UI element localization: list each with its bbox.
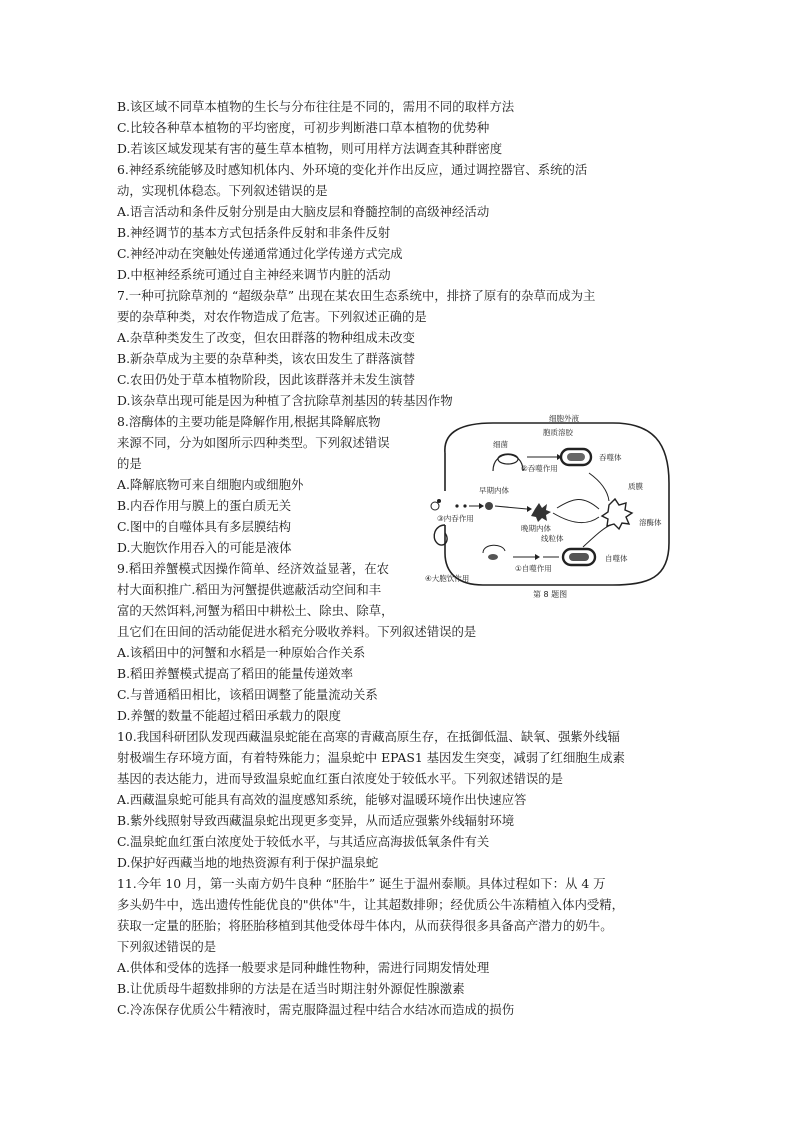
label-late-endosome: 晚期内体 [521,524,551,533]
text-line: D.中枢神经系统可通过自主神经来调节内脏的活动 [117,267,391,282]
label-macropinocytosis: ④大胞饮作用 [425,574,470,583]
text-line: A.该稻田中的河蟹和水稻是一种原始合作关系 [117,645,366,660]
text-line: 来源不同，分为如图所示四种类型。下列叙述错误 [117,435,390,450]
label-autophagosome: 自噬体 [605,554,628,563]
text-line: C.比较各种草本植物的平均密度，可初步判断港口草本植物的优势种 [117,120,490,135]
text-line: A.供体和受体的选择一般要求是同种雌性物种，需进行同期发情处理 [117,960,490,975]
text-line: 要的杂草种类，对农作物造成了危害。下列叙述正确的是 [117,309,427,324]
text-line: 多头奶牛中，选出遗传性能优良的"供体"牛，让其超数排卵；经优质公牛冻精植入体内受精， [117,897,625,912]
text-line: A.语言活动和条件反射分别是由大脑皮层和脊髓控制的高级神经活动 [117,204,490,219]
label-cytosol: 胞质溶胶 [543,428,573,437]
figure-caption: 第 8 题图 [533,590,568,599]
text-line: C.与普通稻田相比，该稻田调整了能量流动关系 [117,687,378,702]
text-line: B.紫外线照射导致西藏温泉蛇出现更多变异，从而适应强紫外线辐射环境 [117,813,515,828]
text-line: D.保护好西藏当地的地热资源有利于保护温泉蛇 [117,855,379,870]
text-line: 10.我国科研团队发现西藏温泉蛇能在高寒的青藏高原生存，在抵御低温、缺氧、强紫外线辐 [117,729,620,744]
text-line: B.神经调节的基本方式包括条件反射和非条件反射 [117,225,391,240]
text-line: D.养蟹的数量不能超过稻田承载力的限度 [117,708,342,723]
text-line: 获取一定量的胚胎；将胚胎移植到其他受体母牛体内，从而获得很多具备高产潜力的奶牛。 [117,918,613,933]
late-endosome-shape [531,503,551,522]
label-early-endosome: 早期内体 [479,486,509,495]
label-autophagy: ①自噬作用 [515,564,552,573]
label-mitochondria: 线粒体 [541,534,564,543]
text-line: B.稻田养蟹模式提高了稻田的能量传递效率 [117,666,354,681]
text-line: 的是 [117,456,142,471]
text-line: 下列叙述错误的是 [117,939,217,954]
text-line: 6.神经系统能够及时感知机体内、外环境的变化并作出反应，通过调控器官、系统的活 [117,162,588,177]
text-line: A.杂草种类发生了改变，但农田群落的物种组成未改变 [117,330,415,345]
text-line: C.温泉蛇血红蛋白浓度处于较低水平，与其适应高海拔低氧条件有关 [117,834,490,849]
text-line: B.新杂草成为主要的杂草种类，该农田发生了群落演替 [117,351,416,366]
text-line: C.冷冻保存优质公牛精液时，需克服降温过程中结合水结冰而造成的损伤 [117,1002,515,1017]
text-line: 9.稻田养蟹模式因操作简单、经济效益显著，在农 [117,561,390,576]
text-line: B.让优质母牛超数排卵的方法是在适当时期注射外源促性腺激素 [117,981,465,996]
text-line: 射极端生存环境方面，有着特殊能力；温泉蛇中 EPAS1 基因发生突变，减弱了红细胞生成素 [117,750,625,765]
early-endosome-shape [485,502,493,510]
text-line: B.内吞作用与膜上的蛋白质无关 [117,498,292,513]
text-line: C.图中的自噬体具有多层膜结构 [117,519,292,534]
text-line: 8.溶酶体的主要功能是降解作用,根据其降解底物 [117,414,381,429]
label-plasma-membrane: 质膜 [628,482,643,491]
text-line: 富的天然饵料,河蟹为稻田中耕松土、除虫、除草， [117,603,394,618]
label-lysosome: 溶酶体 [639,518,662,527]
text-line: 村大面积推广.稻田为河蟹提供遮蔽活动空间和丰 [117,582,382,597]
text-line: 7.一种可抗除草剂的 “超级杂草” 出现在某农田生态系统中，排挤了原有的杂草而成为主 [117,288,596,303]
label-endocytosis: ③内吞作用 [437,514,474,523]
text-line: A.降解底物可来自细胞内或细胞外 [117,477,304,492]
text-line: 基因的表达能力，进而导致温泉蛇血红蛋白浓度处于较低水平。下列叙述错误的是 [117,771,564,786]
text-line: A.西藏温泉蛇可能具有高效的温度感知系统，能够对温暖环境作出快速应答 [117,792,527,807]
text-line: C.农田仍处于草本植物阶段，因此该群落并未发生演替 [117,372,415,387]
label-bacteria: 细菌 [493,440,508,449]
text-line: D.该杂草出现可能是因为种植了含抗除草剂基因的转基因作物 [117,393,453,408]
lysosome-figure [423,413,675,601]
text-line: 11.今年 10 月，第一头南方奶牛良种 “胚胎牛” 诞生于温州泰顺。具体过程如下：从 4 万 [117,876,606,891]
cell-membrane-outline [445,423,669,585]
label-extracellular-fluid: 细胞外液 [549,414,579,423]
text-line: 且它们在田间的活动能促进水稻充分吸收养料。下列叙述错误的是 [117,624,477,639]
text-line: C.神经冲动在突触处传递通常通过化学传递方式完成 [117,246,403,261]
lysosome-shape [602,499,632,529]
text-line: B.该区域不同草本植物的生长与分布往往是不同的，需用不同的取样方法 [117,99,515,114]
text-line: D.大胞饮作用吞入的可能是液体 [117,540,292,555]
label-phagocytosis: ②吞噬作用 [521,464,558,473]
label-phagosome: 吞噬体 [599,453,622,462]
text-line: D.若该区域发现某有害的蔓生草本植物，则可用样方法调查其种群密度 [117,141,503,156]
text-line: 动，实现机体稳态。下列叙述错误的是 [117,183,328,198]
